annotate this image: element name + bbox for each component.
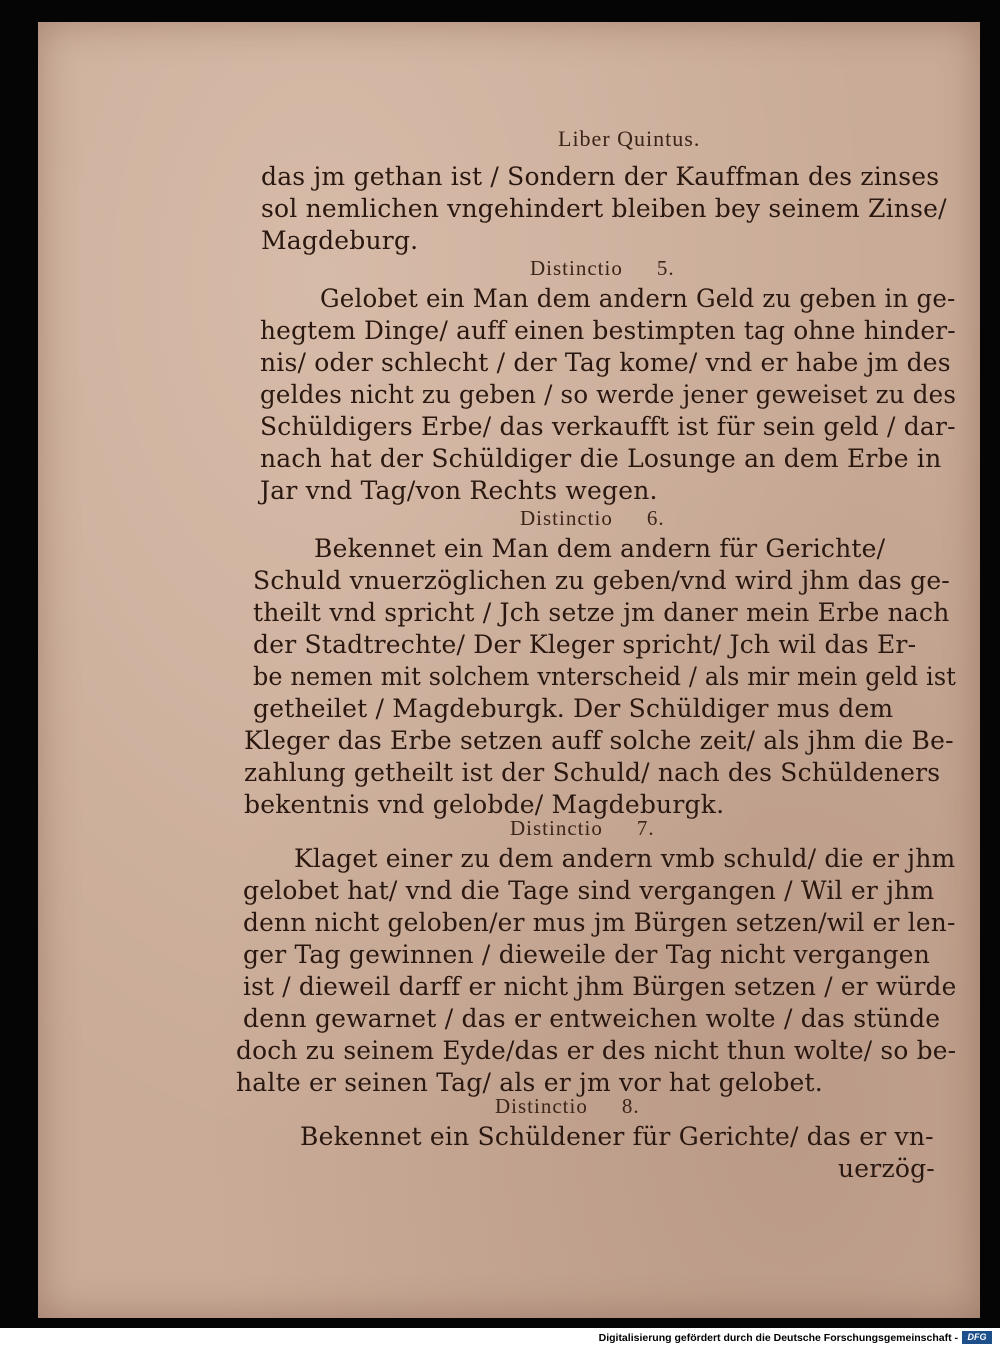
distinctio-heading [530,256,675,281]
dfg-logo: DFG [962,1331,992,1344]
footer-credit: Digitalisierung gefördert durch die Deutsche Forschungsgemeinschaft - [598,1332,958,1344]
distinctio-number: 6. [646,506,665,530]
book-page [38,22,980,1318]
text-line: doch zu seinem Eyde/das er des nicht thun wolte/ so be- [236,1036,957,1065]
text-line: sol nemlichen vngehindert bleiben bey seinem Zinse/ [261,194,947,223]
text-line: Bekennet ein Man dem andern für Gerichte/ [314,534,886,563]
text-line: das jm gethan ist / Sondern der Kauffman des zinses [261,162,940,191]
text-line: gelobet hat/ vnd die Tage sind vergangen / Wil er jhm [243,876,935,905]
distinctio-heading [495,1094,640,1119]
text-line: Kleger das Erbe setzen auff solche zeit/ als jhm die Be- [244,726,954,755]
running-head: Liber Quintus. [558,126,701,151]
text-line: denn gewarnet / das er entweichen wolte / das stünde [243,1004,941,1033]
distinctio-label: Distinctio [495,1094,588,1118]
text-line: Klaget einer zu dem andern vmb schuld/ die er jhm [294,844,956,873]
text-line: Schuld vnuerzöglichen zu geben/vnd wird jhm das ge- [253,566,950,595]
text-line: nach hat der Schüldiger die Losunge an dem Erbe in [260,444,942,473]
text-line: halte er seinen Tag/ als er jm vor hat gelobet. [236,1068,823,1097]
text-line: bekentnis vnd gelobde/ Magdeburgk. [244,790,725,819]
distinctio-number: 5. [656,256,675,280]
text-line: ger Tag gewinnen / dieweile der Tag nicht vergangen [243,940,931,969]
text-line: Gelobet ein Man dem andern Geld zu geben in ge- [320,284,956,313]
distinctio-heading [510,816,655,841]
text-line: Jar vnd Tag/von Rechts wegen. [260,476,658,505]
text-line: denn nicht geloben/er mus jm Bürgen setzen/wil er len- [243,908,956,937]
distinctio-number: 7. [636,816,655,840]
distinctio-heading [520,506,665,531]
text-line: nis/ oder schlecht / der Tag kome/ vnd er habe jm des [260,348,951,377]
catchword: uerzög- [838,1154,935,1183]
text-line: Bekennet ein Schüldener für Gerichte/ das er vn- [300,1122,934,1151]
distinctio-label: Distinctio [530,256,623,280]
text-line: hegtem Dinge/ auff einen bestimpten tag ohne hinder- [260,316,956,345]
text-line: Magdeburg. [261,226,419,255]
distinctio-number: 8. [621,1094,640,1118]
text-line: der Stadtrechte/ Der Kleger spricht/ Jch wil das Er- [253,630,917,659]
distinctio-label: Distinctio [520,506,613,530]
distinctio-label: Distinctio [510,816,603,840]
text-line: geldes nicht zu geben / so werde jener geweiset zu des [260,380,957,409]
text-line: getheilet / Magdeburgk. Der Schüldiger mus dem [253,694,894,723]
text-line: be nemen mit solchem vnterscheid / als mir mein geld ist [253,662,957,691]
text-line: Schüldigers Erbe/ das verkaufft ist für sein geld / dar- [260,412,956,441]
text-line: theilt vnd spricht / Jch setze jm daner mein Erbe nach [253,598,950,627]
text-line: zahlung getheilt ist der Schuld/ nach des Schüldeners [244,758,941,787]
footer-bar [0,1328,1000,1348]
text-line: ist / dieweil darff er nicht jhm Bürgen setzen / er würde [243,972,957,1001]
